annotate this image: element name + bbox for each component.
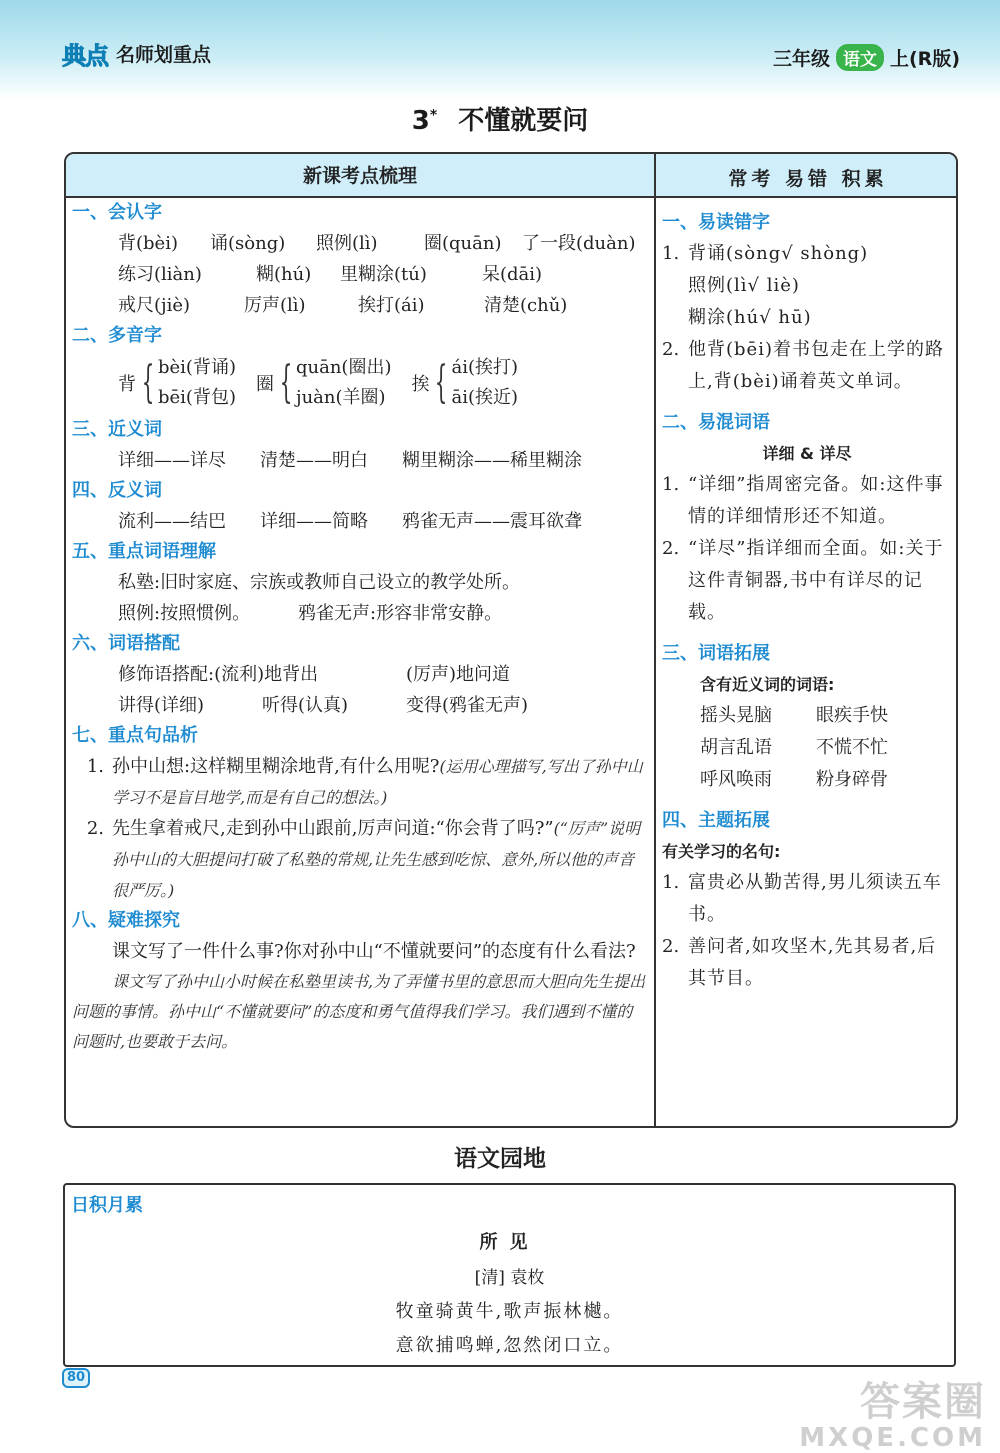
polyphone-char: 圈 — [255, 374, 274, 395]
brace-icon: { — [141, 357, 155, 408]
item-number: 2. — [662, 538, 680, 559]
collocation-item: 讲得(详细) — [118, 695, 205, 716]
antonym-row — [72, 506, 648, 537]
quote-text: 富贵必从勤苦得,男儿须读五车书。 — [688, 872, 942, 925]
subject-badge: 语文 — [836, 44, 884, 71]
polyphone-group — [411, 353, 518, 413]
garden-label: 日积月累 — [71, 1195, 143, 1216]
section-title-collocation: 六、词语搭配 — [72, 633, 180, 654]
expansion-word: 呼风唤雨 — [700, 769, 772, 790]
section-title-literacy: 一、会认字 — [72, 202, 162, 223]
section-title-word-expansion: 三、词语拓展 — [662, 643, 770, 664]
section-title-confusing-words: 二、易混词语 — [662, 412, 770, 433]
watermark — [799, 1380, 986, 1452]
collocation-item: (厉声)地问道 — [406, 664, 511, 685]
analysis-sentence: 孙中山想:这样糊里糊涂地背,有什么用呢? — [112, 756, 440, 777]
lesson-mark: * — [429, 107, 438, 124]
quote-text: 善问者,如攻坚木,先其易者,后其节目。 — [688, 936, 937, 989]
polyphone-row — [72, 351, 648, 415]
collocation-item: 听得(认真) — [262, 695, 349, 716]
analysis-note: (运用心理描写,写出了孙中山学习不是盲目地学,而是有自己的想法。) — [112, 757, 643, 807]
word-item: 清楚(chǔ) — [484, 295, 568, 316]
collocation-row — [72, 690, 648, 721]
right-column — [656, 198, 958, 995]
analysis-item — [72, 751, 648, 813]
word-expansion-subtitle: 含有近义词的词语: — [700, 675, 835, 694]
lesson-name: 不懂就要问 — [458, 106, 589, 136]
item-number: 1. — [86, 756, 104, 777]
brace-icon: { — [279, 357, 293, 408]
item-number: 2. — [662, 339, 680, 360]
section-title-misread: 一、易读错字 — [662, 212, 770, 233]
misread-word: 背诵(sòng√ shòng) — [688, 243, 869, 264]
expansion-word: 眼疾手快 — [816, 705, 888, 726]
item-number: 2. — [86, 818, 104, 839]
grade-label — [773, 44, 960, 71]
section-title-synonyms: 三、近义词 — [72, 419, 162, 440]
polyphone-reading: ái(挨打) — [451, 357, 519, 378]
word-item: 呆(dāi) — [482, 264, 543, 285]
page-header — [0, 0, 1000, 100]
polyphone-reading: juàn(羊圈) — [295, 387, 386, 408]
left-column — [66, 198, 654, 1057]
word-item: 圈(quān) — [424, 233, 502, 254]
brand-name: 名师划重点 — [116, 44, 212, 66]
expansion-word: 胡言乱语 — [700, 737, 772, 758]
word-item: 里糊涂(tú) — [340, 264, 427, 285]
section-title-antonyms: 四、反义词 — [72, 480, 162, 501]
expansion-word: 摇头晃脑 — [700, 705, 772, 726]
word-pair: 流利——结巴 — [118, 511, 226, 532]
polyphone-reading: bèi(背诵) — [158, 357, 236, 378]
misread-item — [662, 238, 952, 334]
poem-author: [清] 袁枚 — [474, 1268, 545, 1288]
polyphone-reading: āi(挨近) — [451, 387, 519, 408]
grade-suffix: 上(R版) — [890, 48, 960, 70]
poem-title: 所见 — [479, 1232, 540, 1253]
word-pair: 糊里糊涂——稀里糊涂 — [402, 450, 582, 471]
confusing-item — [662, 469, 952, 533]
left-column-heading: 新课考点梳理 — [66, 154, 654, 198]
literacy-row — [72, 290, 648, 321]
section-title-polyphone: 二、多音字 — [72, 325, 162, 346]
watermark-url: MXQE.COM — [799, 1423, 986, 1453]
item-number: 1. — [662, 243, 680, 264]
definition-line: 私塾:旧时家庭、宗族或教师自己设立的教学处所。 — [118, 572, 521, 593]
section-title-key-words: 五、重点词语理解 — [72, 541, 216, 562]
section-title-inquiry: 八、疑难探究 — [72, 910, 180, 931]
grade-prefix: 三年级 — [772, 48, 830, 70]
word-item: 糊(hú) — [256, 264, 312, 285]
inquiry-answer: 课文写了孙中山小时候在私塾里读书,为了弄懂书里的意思而大胆向先生提出问题的事情。孙中山“不懂就要问”的态度和勇气值得我们学习。我们遇到不懂的问题时,也要敢于去问。 — [72, 972, 646, 1051]
item-number: 1. — [662, 872, 680, 893]
poem-line: 牧童骑黄牛,歌声振林樾。 — [395, 1301, 624, 1322]
synonym-row — [72, 445, 648, 476]
word-item: 背(bèi) — [118, 233, 178, 254]
item-number: 2. — [662, 936, 680, 957]
brace-icon: { — [435, 357, 448, 408]
word-pair: 鸦雀无声——震耳欲聋 — [402, 511, 582, 532]
definition-item: 照例:按照惯例。 — [118, 603, 251, 624]
word-pair: 清楚——明白 — [260, 450, 368, 471]
lesson-title — [0, 100, 1000, 137]
word-item: 戒尺(jiè) — [118, 295, 191, 316]
misread-word: 照例(lì√ liè) — [688, 275, 800, 296]
word-item: 了一段(duàn) — [522, 233, 636, 254]
collocation-item: 修饰语搭配:(流利)地背出 — [118, 664, 319, 685]
word-item: 挨打(ái) — [358, 295, 425, 316]
section-title-theme-expansion: 四、主题拓展 — [662, 810, 770, 831]
poem-line: 意欲捕鸣蝉,忽然闭口立。 — [395, 1335, 624, 1356]
inquiry-question: 课文写了一件什么事?你对孙中山“不懂就要问”的态度有什么看法? — [112, 941, 636, 962]
word-item: 照例(lì) — [316, 233, 378, 254]
main-box — [64, 152, 958, 1128]
literacy-row — [72, 259, 648, 290]
polyphone-char: 背 — [118, 374, 136, 395]
word-pair: 详细——详尽 — [118, 450, 226, 471]
literacy-row — [72, 228, 648, 259]
expansion-word: 不慌不忙 — [816, 737, 888, 758]
quote-item — [662, 931, 952, 995]
polyphone-reading: quān(圈出) — [295, 357, 392, 378]
word-item: 练习(liàn) — [118, 264, 202, 285]
confusing-words-subtitle: 详细 & 详尽 — [762, 444, 852, 463]
confusing-text: “详尽”指详细而全面。如:关于这件青铜器,书中有详尽的记载。 — [688, 538, 944, 623]
item-number: 1. — [662, 474, 680, 495]
definition-item: 鸦雀无声:形容非常安静。 — [298, 603, 503, 624]
brand-logo: 典点 — [62, 42, 108, 70]
expansion-word: 粉身碎骨 — [816, 769, 888, 790]
misread-word: 糊涂(hú√ hū) — [688, 307, 812, 328]
polyphone-group — [118, 353, 236, 413]
watermark-logo: 答案圈 — [860, 1379, 986, 1425]
analysis-item — [72, 813, 648, 906]
word-expansion-grid — [662, 700, 952, 796]
theme-expansion-subtitle: 有关学习的名句: — [662, 842, 781, 861]
right-column-heading: 常考 易错 积累 — [656, 154, 958, 198]
poem — [65, 1225, 954, 1363]
word-pair: 详细——简略 — [260, 511, 368, 532]
page-number: 80 — [62, 1368, 90, 1388]
brand — [62, 36, 211, 71]
confusing-item — [662, 533, 952, 629]
confusing-text: “详细”指周密完备。如:这件事情的详细情形还不知道。 — [688, 474, 944, 527]
garden-title: 语文园地 — [454, 1146, 546, 1172]
quote-item — [662, 867, 952, 931]
polyphone-group — [256, 353, 391, 413]
collocation-item: 变得(鸦雀无声) — [406, 695, 529, 716]
collocation-row — [72, 659, 648, 690]
definition-line — [72, 598, 648, 629]
word-item: 厉声(lì) — [244, 295, 306, 316]
word-item: 诵(sòng) — [210, 233, 286, 254]
analysis-sentence: 先生拿着戒尺,走到孙中山跟前,厉声问道:“你会背了吗?” — [112, 818, 554, 839]
polyphone-char: 挨 — [411, 374, 430, 395]
section-title-sentence-analysis: 七、重点句品析 — [72, 725, 198, 746]
garden-box — [63, 1183, 956, 1367]
analysis-note: (“厉声”说明孙中山的大胆提问打破了私塾的常规,让先生感到吃惊、意外,所以他的声音很严厉。) — [112, 819, 641, 900]
polyphone-reading: bēi(背包) — [158, 387, 236, 408]
misread-item — [662, 334, 952, 398]
lesson-number: 3 — [411, 106, 430, 136]
misread-sentence: 他背(bēi)着书包走在上学的路上,背(bèi)诵着英文单词。 — [688, 339, 944, 392]
